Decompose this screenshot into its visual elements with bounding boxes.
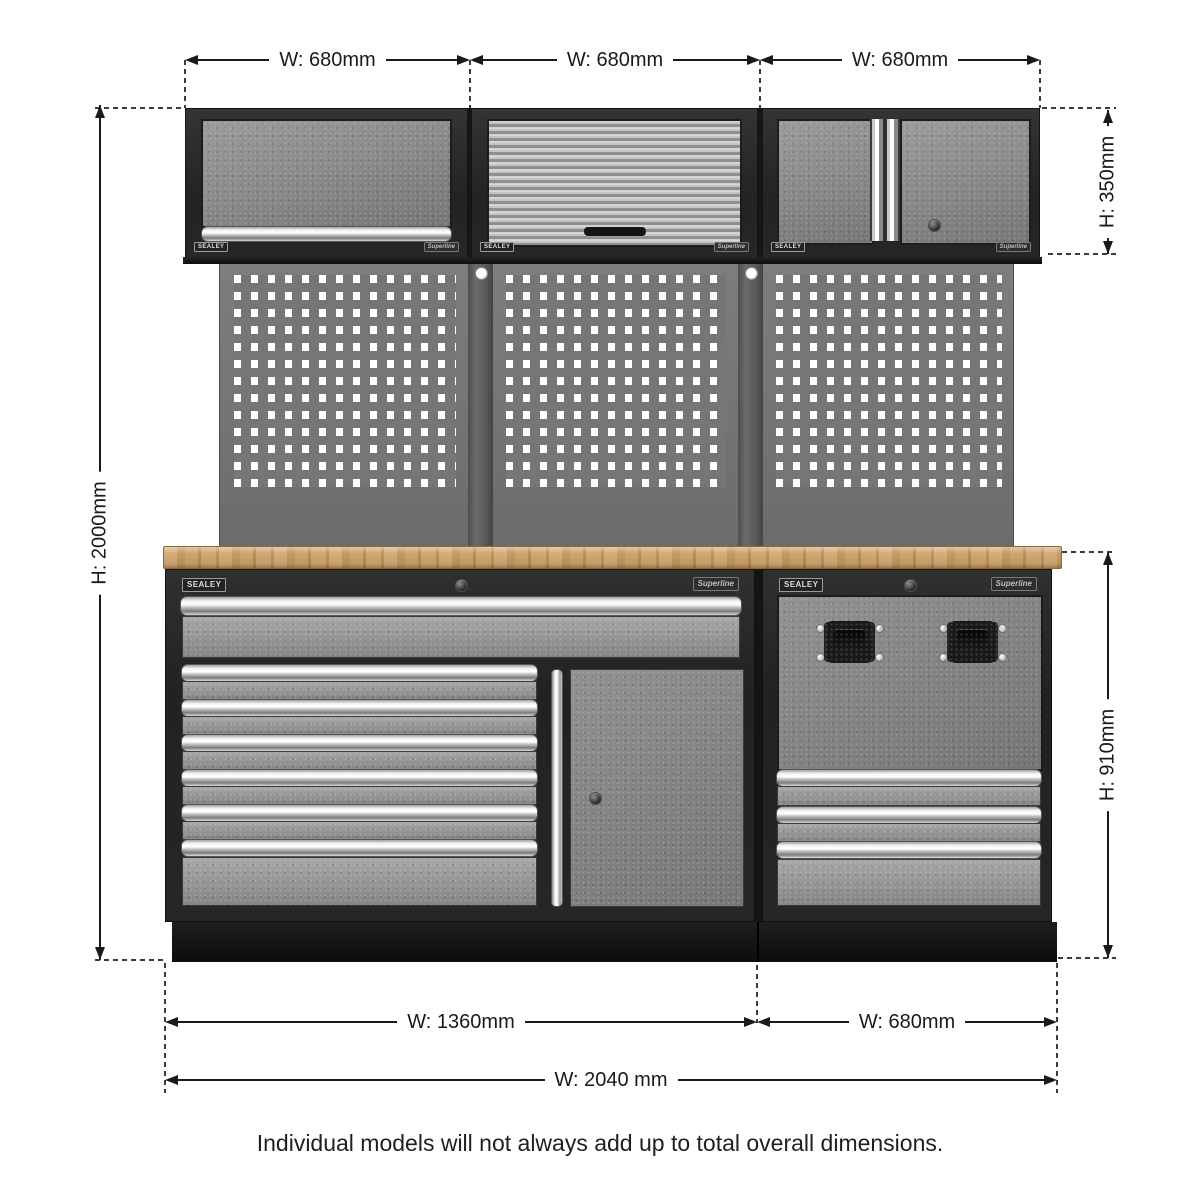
extension-line bbox=[1048, 253, 1116, 255]
extension-line bbox=[95, 107, 185, 109]
screw-icon bbox=[816, 653, 825, 662]
extension-line bbox=[759, 60, 761, 108]
brand-badge: SEALEY bbox=[194, 242, 228, 252]
brand-badge: SEALEY bbox=[771, 242, 805, 252]
pegboard-divider bbox=[468, 259, 493, 546]
screw-icon bbox=[875, 624, 884, 633]
screw-icon bbox=[816, 624, 825, 633]
extension-line bbox=[469, 60, 471, 108]
cabinet-door bbox=[201, 119, 452, 228]
arrow-up-icon bbox=[1103, 552, 1113, 565]
disclaimer-note: Individual models will not always add up to total overall dimensions. bbox=[256, 1130, 944, 1156]
screw-icon bbox=[939, 624, 948, 633]
extension-line bbox=[1042, 107, 1116, 109]
pegboard-holes bbox=[234, 275, 456, 487]
screw-icon bbox=[745, 267, 758, 280]
dim-label-base-left: W: 1360mm bbox=[407, 1010, 515, 1033]
cabinet-door bbox=[570, 669, 744, 907]
door-handle bbox=[551, 669, 563, 907]
drawer-handle bbox=[776, 769, 1042, 787]
dim-label-base-right: W: 680mm bbox=[858, 1010, 956, 1033]
arrow-left-icon bbox=[185, 55, 198, 65]
drawer-handle bbox=[181, 664, 538, 682]
screw-icon bbox=[875, 653, 884, 662]
series-badge: Superline bbox=[996, 242, 1031, 252]
dim-wall-unit-2-width bbox=[470, 48, 760, 72]
extension-line bbox=[1062, 551, 1116, 553]
base-unit-drawer-door bbox=[165, 569, 755, 922]
dim-label-overall-width: W: 2040 mm bbox=[554, 1068, 668, 1091]
keyhole bbox=[904, 579, 917, 592]
door-handles bbox=[870, 119, 900, 241]
dim-base-left-width bbox=[165, 1010, 757, 1034]
dim-overall-width bbox=[165, 1068, 1057, 1092]
dim-base-right-width bbox=[757, 1010, 1057, 1034]
extension-line bbox=[1039, 60, 1041, 108]
series-badge: Superline bbox=[424, 242, 459, 252]
dim-label-wall-1: W: 680mm bbox=[279, 48, 376, 71]
cabinet-door-right bbox=[900, 119, 1031, 245]
screw-icon bbox=[998, 624, 1007, 633]
panel-handle bbox=[939, 621, 1006, 663]
series-badge: Superline bbox=[714, 242, 749, 252]
arrow-right-icon bbox=[744, 1017, 757, 1027]
plinth-seam bbox=[757, 922, 759, 962]
drawer-face bbox=[182, 751, 537, 770]
brand-badge: SEALEY bbox=[182, 578, 226, 592]
brand-badge: SEALEY bbox=[480, 242, 514, 252]
drawer-handle bbox=[776, 806, 1042, 824]
drawer-face bbox=[777, 786, 1041, 806]
arrow-up-icon bbox=[95, 105, 105, 118]
arrow-left-icon bbox=[760, 55, 773, 65]
arrow-right-icon bbox=[1044, 1017, 1057, 1027]
fold-down-panel bbox=[777, 595, 1043, 771]
deep-drawer-face bbox=[777, 859, 1041, 906]
drawer-face bbox=[182, 786, 537, 805]
panel-handle bbox=[816, 621, 883, 663]
pegboard-holes bbox=[776, 275, 1002, 487]
dim-label-overall-height: H: 2000mm bbox=[87, 471, 114, 594]
series-badge: Superline bbox=[991, 577, 1037, 591]
screw-icon bbox=[998, 653, 1007, 662]
arrow-left-icon bbox=[470, 55, 483, 65]
drawer-handle bbox=[776, 841, 1042, 859]
drawer-face bbox=[182, 681, 537, 700]
arrow-up-icon bbox=[1103, 110, 1113, 123]
shutter-handle bbox=[584, 227, 646, 236]
pegboard-holes bbox=[506, 275, 726, 487]
wall-cabinet-roller-shutter bbox=[471, 108, 758, 258]
wooden-worktop bbox=[163, 546, 1062, 569]
dim-label-wall-2: W: 680mm bbox=[566, 48, 664, 71]
drawer-handle bbox=[181, 804, 538, 822]
drawer-handle bbox=[181, 699, 538, 717]
drawer-handle bbox=[181, 734, 538, 752]
door-handle bbox=[201, 226, 452, 242]
dim-label-wall-3: W: 680mm bbox=[851, 48, 949, 71]
brand-badge: SEALEY bbox=[779, 578, 823, 592]
series-badge: Superline bbox=[693, 577, 739, 591]
dim-wall-unit-1-width bbox=[185, 48, 470, 72]
pegboard-back-panel bbox=[219, 258, 1014, 547]
drawer-handle bbox=[181, 839, 538, 857]
keyhole bbox=[455, 579, 468, 592]
drawer-face bbox=[777, 823, 1041, 842]
arrow-left-icon bbox=[757, 1017, 770, 1027]
plinth bbox=[172, 922, 1057, 962]
drawer-handle bbox=[180, 596, 742, 616]
arrow-left-icon bbox=[165, 1075, 178, 1085]
dim-label-base-height: H: 910mm bbox=[1095, 699, 1122, 811]
extension-line bbox=[184, 60, 186, 108]
cabinet-door-left bbox=[777, 119, 874, 245]
keyhole bbox=[928, 219, 941, 232]
deep-drawer-face bbox=[182, 857, 537, 906]
pegboard-divider bbox=[738, 259, 763, 546]
wall-cabinet-double-door bbox=[762, 108, 1040, 258]
drawer-handle bbox=[181, 769, 538, 787]
base-unit-fold-panel-drawers bbox=[762, 569, 1052, 922]
drawer-face bbox=[182, 616, 740, 658]
dim-wall-unit-3-width bbox=[760, 48, 1040, 72]
extension-line bbox=[1058, 957, 1116, 959]
arrow-right-icon bbox=[1044, 1075, 1057, 1085]
keyhole bbox=[589, 792, 602, 805]
wall-cabinet-single-door bbox=[185, 108, 468, 258]
extension-line bbox=[95, 959, 165, 961]
arrow-left-icon bbox=[165, 1017, 178, 1027]
dim-label-wall-height: H: 350mm bbox=[1095, 126, 1122, 238]
drawer-face bbox=[182, 821, 537, 840]
drawer-face bbox=[182, 716, 537, 735]
screw-icon bbox=[475, 267, 488, 280]
screw-icon bbox=[939, 653, 948, 662]
